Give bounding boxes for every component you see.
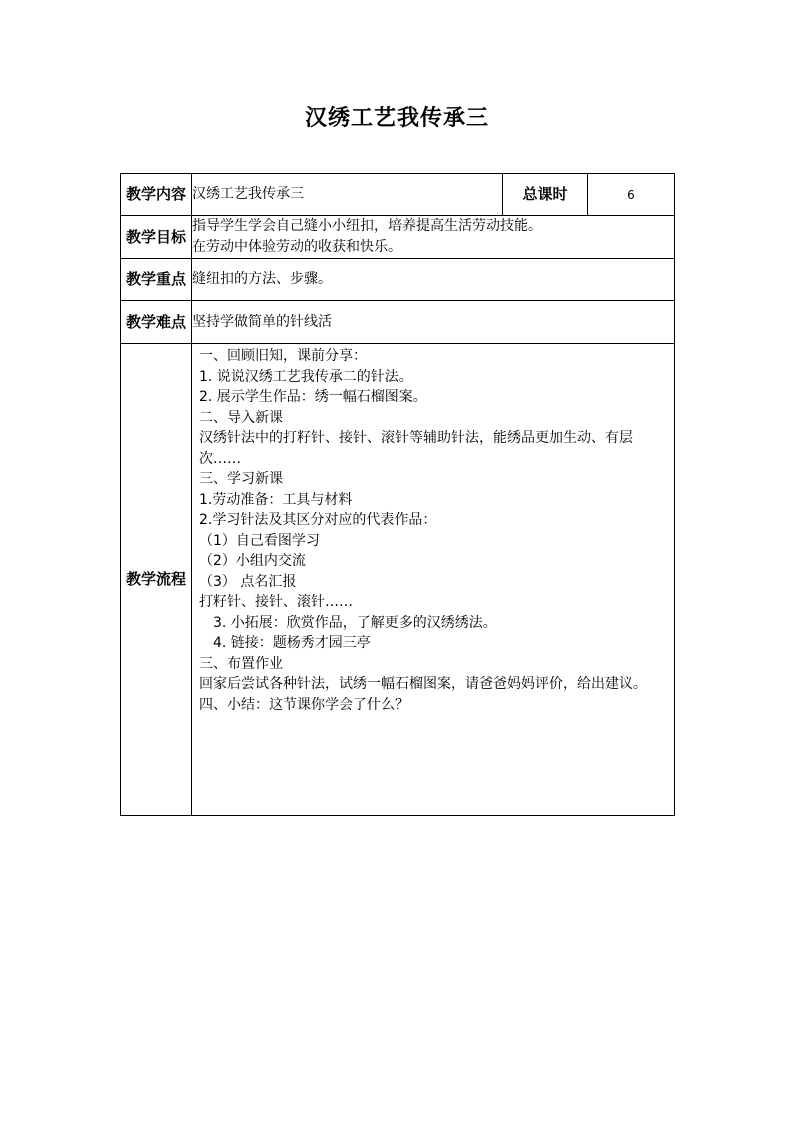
row-content [121, 174, 675, 216]
lesson-plan-table [120, 173, 675, 816]
row-difficulty [121, 301, 675, 344]
process-label: 教学流程 [121, 344, 192, 816]
process-line: 四、小结：这节课你学会了什么？ [199, 696, 409, 713]
total-hours-label: 总课时 [503, 174, 588, 216]
total-hours-value: 6 [588, 174, 675, 216]
page-title: 汉绣工艺我传承三 [304, 105, 489, 131]
process-line: 一、回顾旧知，课前分享： [199, 348, 367, 364]
goal-value [192, 216, 675, 259]
goal-line: 在劳动中体验劳动的收获和快乐。 [192, 239, 402, 255]
content-label: 教学内容 [121, 174, 192, 216]
process-line: 二、导入新课 [199, 409, 283, 426]
process-line: 4. 链接：题杨秀才园三亭 [213, 635, 371, 651]
goal-label: 教学目标 [121, 216, 192, 259]
process-line: 3. 小拓展：欣赏作品，了解更多的汉绣绣法。 [213, 614, 497, 631]
difficulty-value: 坚持学做简单的针线活 [192, 301, 675, 344]
process-line: 打籽针、接针、滚针…… [199, 594, 353, 610]
content-value: 汉绣工艺我传承三 [192, 174, 503, 216]
process-line: （3） 点名汇报 [199, 573, 297, 590]
difficulty-label: 教学难点 [121, 301, 192, 344]
key-label: 教学重点 [121, 259, 192, 301]
row-goal [121, 216, 675, 259]
process-line: 汉绣针法中的打籽针、接针、滚针等辅助针法，能绣品更加生动、有层次…… [199, 430, 633, 467]
process-line: 三、学习新课 [199, 471, 283, 487]
goal-line: 指导学生学会自己缝小小纽扣，培养提高生活劳动技能。 [192, 218, 542, 234]
process-line: 2. 展示学生作品：绣一幅石榴图案。 [199, 389, 427, 405]
process-line: 三、布置作业 [199, 655, 283, 672]
key-value: 缝纽扣的方法、步骤。 [192, 259, 675, 301]
process-line: 1. 说说汉绣工艺我传承二的针法。 [199, 368, 413, 385]
row-process [121, 344, 675, 816]
row-key [121, 259, 675, 301]
process-line: 2.学习针法及其区分对应的代表作品： [199, 512, 437, 528]
process-line: 1.劳动准备：工具与材料 [199, 491, 353, 508]
process-line: 回家后尝试各种针法，试绣一幅石榴图案，请爸爸妈妈评价，给出建议。 [199, 676, 647, 692]
process-content [192, 344, 675, 816]
process-line: （1）自己看图学习 [199, 532, 320, 549]
process-line: （2）小组内交流 [199, 553, 306, 569]
